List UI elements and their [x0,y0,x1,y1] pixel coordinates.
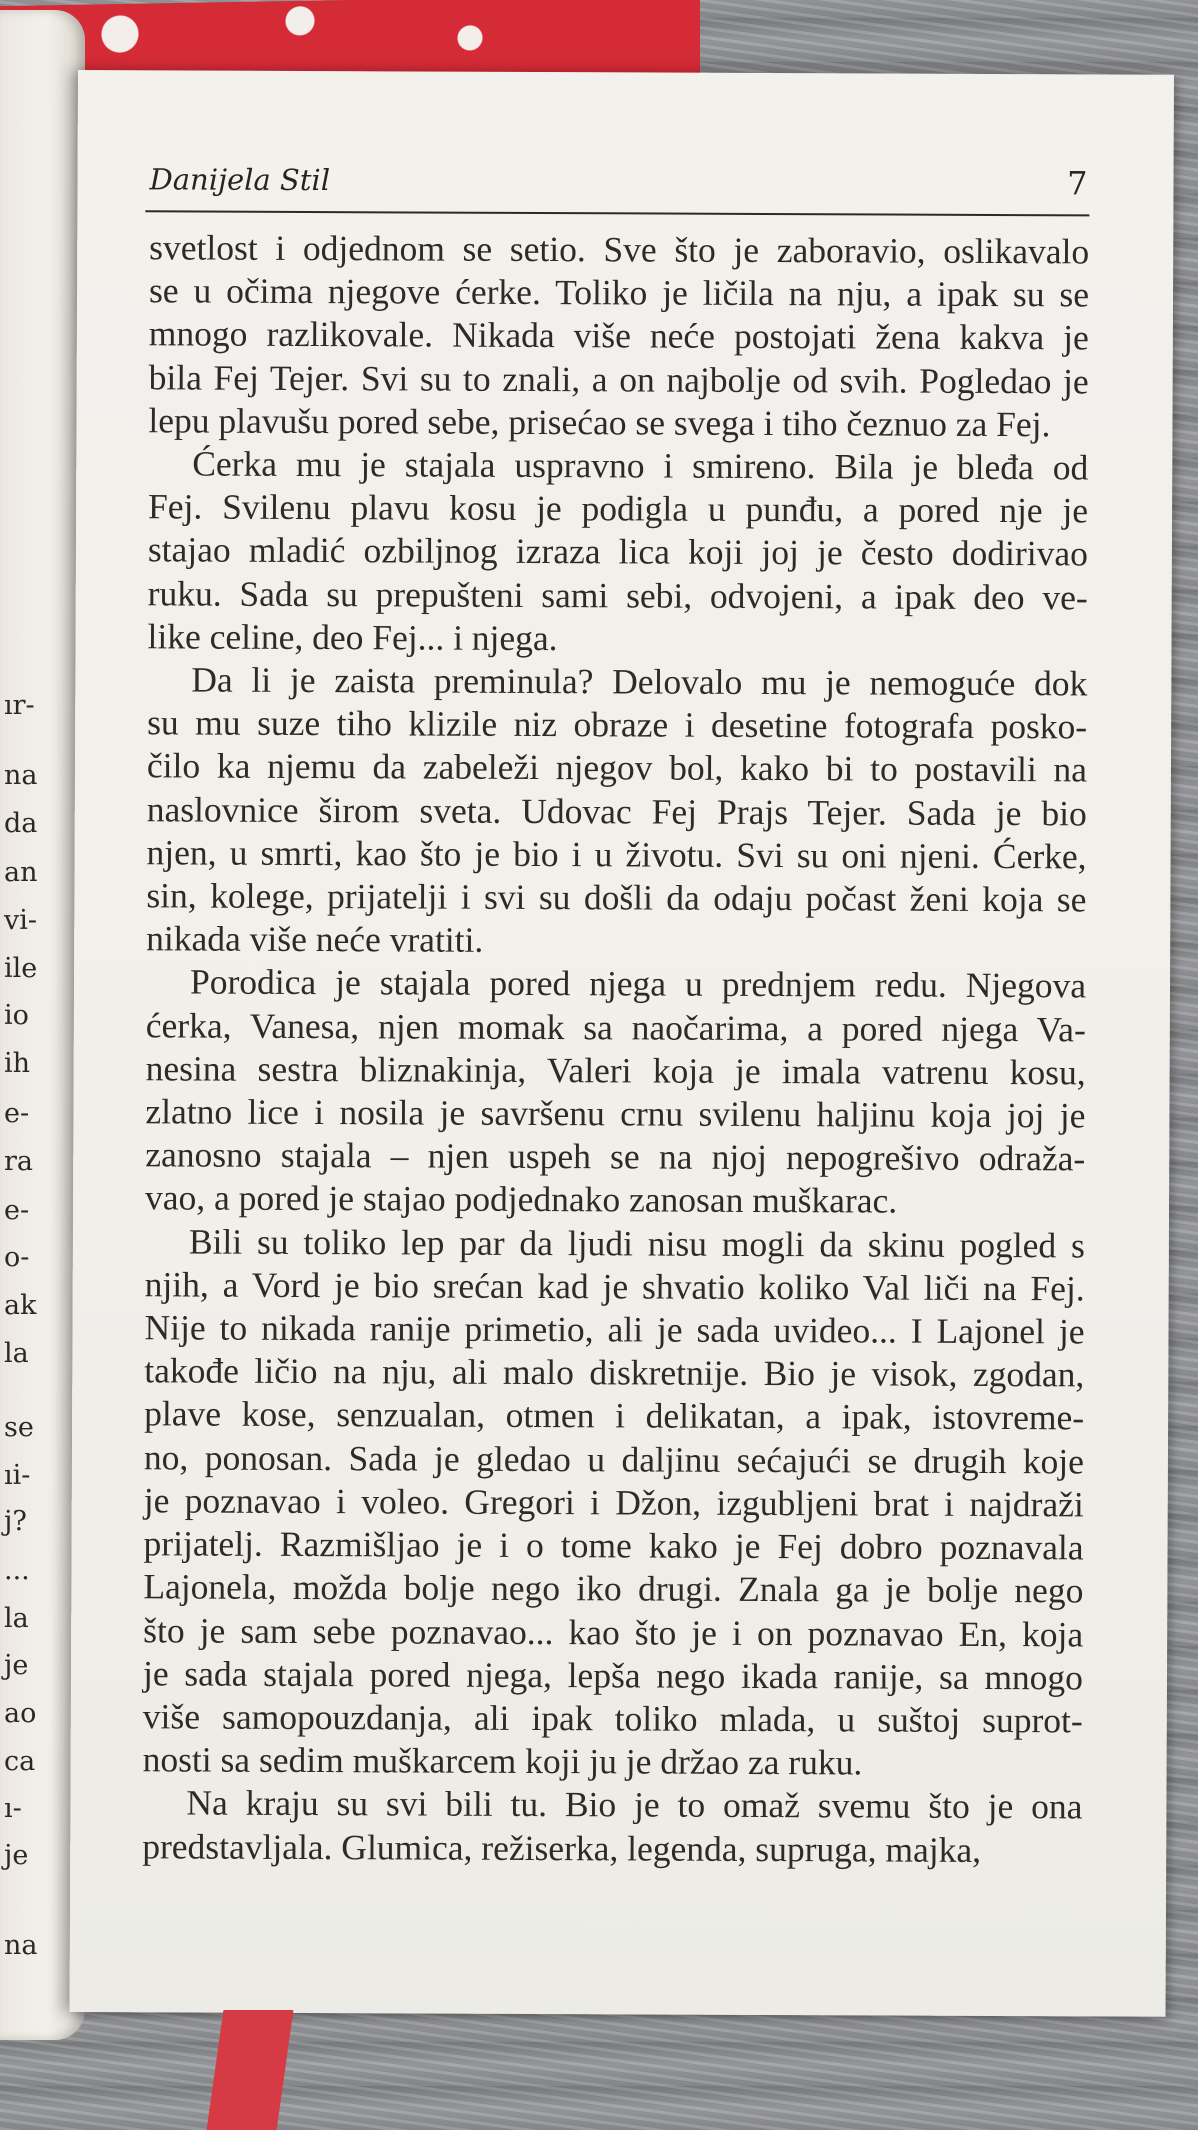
left-page-fragment: ih [4,1048,31,1079]
text-line: Fej. Svilenu plavu kosu je podigla u punđu, a pored nje je [148,486,1089,531]
left-page-fragment: an [4,857,38,888]
text-line: mnogo razlikovale. Nikada više neće postojati žena kakva je [148,313,1089,358]
left-page-fragment: ır- [4,690,35,721]
text-line: čilo ka njemu da zabeleži njegov bol, kako bi to postavili na [146,745,1088,790]
text-line: Nije to nikada ranije primetio, ali je sada uvideo... I Lajonel je [144,1307,1085,1352]
text-line: Na kraju su svi bili tu. Bio je to omaž svemu što je ona [186,1782,1083,1827]
left-page-fragment: se [4,1412,34,1443]
text-line: nosti sa sedim muškarcem koji ju je držao za ruku. [142,1739,863,1783]
text-line: ćerka, Vanesa, njen momak sa naočarima, a pored njega Va- [145,1004,1086,1050]
text-line: su mu suze tiho klizile niz obraze i desetine fotografa posko- [147,702,1088,747]
paragraph [146,658,1087,965]
left-page-fragment: ı- [4,1793,22,1824]
left-page-fragment: ... [4,1555,30,1586]
running-head-author: Danijela Stil [149,162,331,198]
text-line: više samopouzdanja, ali ipak toliko mlada, u suštoj suprot- [142,1696,1083,1741]
left-page-fragment: o- [4,1242,30,1273]
left-page-fragment: vi- [4,905,38,936]
text-line: nikada više neće vratiti. [146,918,484,961]
text-line: zlatno lice i nosila je savršenu crnu svilenu haljinu koja joj je [145,1091,1086,1136]
text-line: takođe ličio na nju, ali malo diskretnije. Bio je visok, zgodan, [144,1350,1085,1395]
paragraph [147,442,1088,662]
page-number: 7 [1067,164,1088,203]
left-page-fragment: ıi- [4,1460,31,1491]
text-line: je poznavao i voleo. Gregori i Džon, izgubljeni brat i najdraži [143,1480,1084,1525]
left-page-fragment: ca [4,1746,36,1777]
text-line: zanosno stajala – njen uspeh se na njoj nepogrešivo odraža- [145,1134,1086,1179]
text-line: nesina sestra bliznakinja, Valeri koja je imala vatrenu kosu, [145,1048,1086,1093]
text-line: no, ponosan. Sada je gledao u daljinu sećajući se drugih koje [143,1436,1085,1482]
text-line: lepu plavušu pored sebe, prisećao se svega i tiho čeznuo za Fej. [148,400,1051,445]
text-line: Da li je zaista preminula? Delovalo mu je nemoguće dok [191,659,1088,704]
body-text [142,226,1089,1872]
text-line: plave kose, senzualan, otmen i delikatan, a ipak, istovreme- [144,1393,1085,1438]
text-line: njen, u smrti, kao što je bio i u životu. Svi su oni njeni. Ćerke, [146,832,1087,877]
text-line: ruku. Sada su prepušteni sami sebi, odvojeni, a ipak deo ve- [147,572,1088,618]
left-page-fragment: e- [4,1195,30,1226]
paragraph [142,1782,1082,1873]
left-page-fragment: la [4,1603,29,1634]
paragraph [145,961,1086,1224]
text-line: Ćerka mu je stajala uspravno i smireno. Bila je bleđa od [192,443,1089,488]
left-page-fragment: e- [4,1098,30,1129]
text-line: like celine, deo Fej... i njega. [147,616,558,658]
left-page-fragment: ao [4,1698,37,1729]
left-page-fragment: da [4,808,38,839]
paragraph [143,1220,1085,1786]
left-page-fragment: ile [4,953,38,984]
book-page [70,70,1174,2017]
text-line: Porodica je stajala pored njega u prednjem redu. Njegova [189,961,1087,1006]
text-line: što je sam sebe poznavao... kao što je i on poznavao En, koja [143,1609,1084,1654]
left-page-fragment: ra [4,1146,34,1177]
left-page-fragment: la [4,1338,29,1369]
text-line: svetlost i odjednom se setio. Sve što je zaboravio, oslikavalo [149,227,1090,272]
left-page-fragment: j? [4,1506,27,1537]
text-line: predstavljala. Glumica, režiserka, legenda, supruga, majka, [142,1825,982,1870]
left-page-fragment: je [4,1840,29,1871]
text-line: stajao mladić ozbiljnog izraza lica koji joj je često dodirivao [147,529,1088,574]
left-page-fragment: ak [4,1290,37,1321]
bookmark-ribbon [207,2010,294,2130]
text-line: Bili su toliko lep par da ljudi nisu mogli da skinu pogled s [188,1221,1085,1266]
text-line: prijatelj. Razmišljao je i o tome kako je Fej dobro poznavala [143,1523,1084,1568]
text-line: naslovnice širom sveta. Udovac Fej Prajs Tejer. Sada je bio [146,788,1087,834]
text-line: vao, a pored je stajao podjednako zanosan muškarac. [144,1177,898,1222]
left-page-fragment: je [4,1650,29,1681]
text-line: sin, kolege, prijatelji i svi su došli da odaju počast ženi koja se [146,875,1087,920]
text-line: bila Fej Tejer. Svi su to znali, a on najbolje od svih. Pogledao je [148,356,1089,402]
text-line: je sada stajala pored njega, lepša nego ikada ranije, sa mnogo [142,1653,1084,1698]
paragraph [148,226,1089,446]
text-line: Lajonela, možda bolje nego iko drugi. Znala ga je bolje nego [143,1566,1084,1611]
page-header [145,158,1089,216]
left-page-fragment: na [4,760,38,791]
left-page-fragment: io [4,1000,29,1031]
text-line: njih, a Vord je bio srećan kad je shvatio koliko Val liči na Fej. [144,1264,1085,1309]
left-page-fragment: na [4,1930,38,1961]
text-line: se u očima njegove ćerke. Toliko je ličila na nju, a ipak su se [148,270,1090,315]
